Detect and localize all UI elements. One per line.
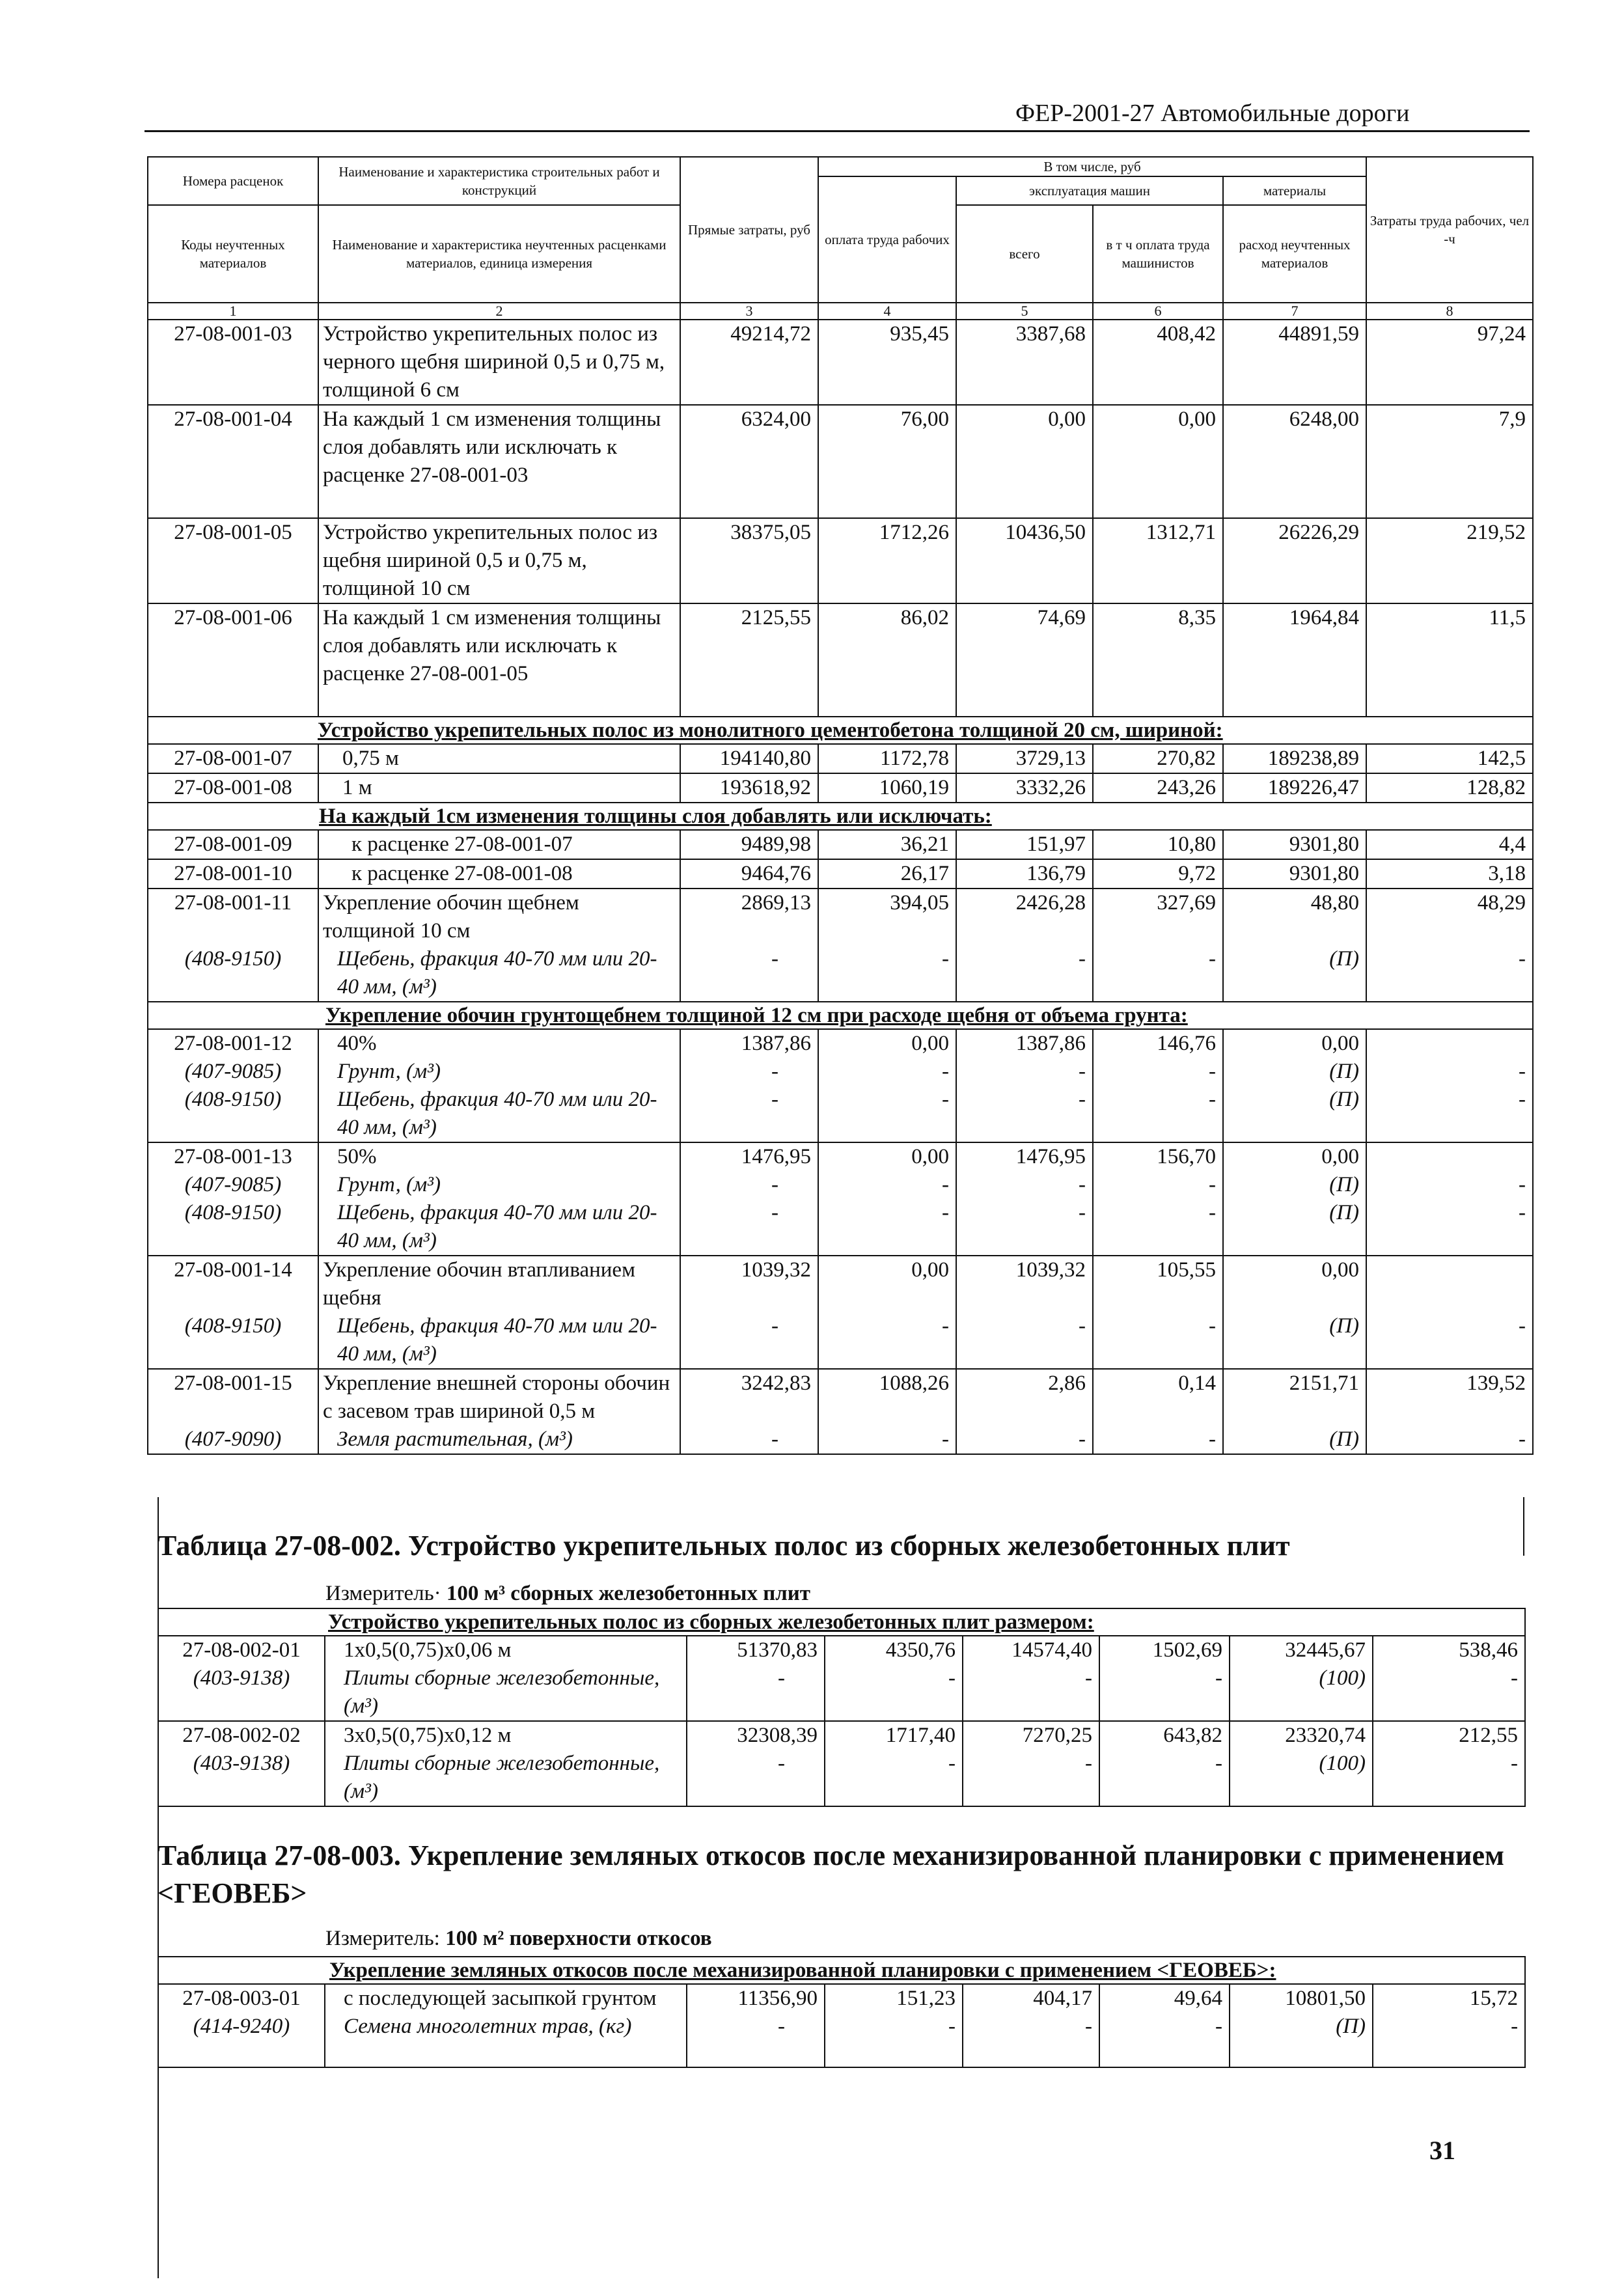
material-code: (408-9150) xyxy=(148,1199,318,1256)
rate-code: 27-08-003-01 xyxy=(158,1984,325,2013)
col-num: 3 xyxy=(680,303,818,320)
labor-hours xyxy=(1366,1029,1533,1058)
machines-total: 14574,40 xyxy=(963,1636,1099,1664)
material-direct: - xyxy=(680,945,818,1002)
material-machines: - xyxy=(956,1199,1093,1256)
machines-total: 10436,50 xyxy=(956,518,1093,603)
material-name: Земля растительная, (м³) xyxy=(318,1426,680,1454)
labor-hours xyxy=(1366,1256,1533,1312)
material-use: (П) xyxy=(1223,1086,1366,1142)
rate-code: 27-08-001-10 xyxy=(148,859,318,889)
material-labor: - xyxy=(818,1171,956,1199)
material-hours: - xyxy=(1366,1086,1533,1142)
machines-total: 1039,32 xyxy=(956,1256,1093,1312)
header-row-1 xyxy=(148,157,1533,176)
direct-cost: 38375,05 xyxy=(680,518,818,603)
rate-code: 27-08-002-02 xyxy=(158,1721,325,1750)
rate-code: 27-08-001-07 xyxy=(148,744,318,773)
machinists-pay: 8,35 xyxy=(1093,603,1223,717)
rate-code: 27-08-002-01 xyxy=(158,1636,325,1664)
col-num: 7 xyxy=(1223,303,1366,320)
frame-right-line xyxy=(1523,1497,1524,1556)
materials-cost: 189238,89 xyxy=(1223,744,1366,773)
meter-label: Измеритель: xyxy=(325,1927,440,1950)
rate-code: 27-08-001-09 xyxy=(148,830,318,859)
labor-pay: 76,00 xyxy=(818,405,956,518)
running-title: ФЕР-2001-27 Автомобильные дороги xyxy=(1015,100,1410,127)
labor-pay: 26,17 xyxy=(818,859,956,889)
col-direct: Прямые затраты, руб xyxy=(680,157,818,303)
rate-name: 40% xyxy=(318,1029,680,1058)
machinists-pay: 105,55 xyxy=(1093,1256,1223,1312)
materials-cost: 32445,67 xyxy=(1230,1636,1373,1664)
materials-cost: 0,00 xyxy=(1223,1029,1366,1058)
material-row xyxy=(148,1086,1533,1142)
materials-cost: 23320,74 xyxy=(1230,1721,1373,1750)
section-heading: Укрепление обочин грунтощебнем толщиной 12 см при расходе щебня от объема грунта: xyxy=(148,1002,1533,1029)
rate-name: Укрепление обочин втапливанием щебня xyxy=(318,1256,680,1312)
material-row xyxy=(148,1199,1533,1256)
header-rule xyxy=(145,130,1530,132)
meter-value: 100 м³ сборных железобетонных плит xyxy=(446,1582,810,1605)
rate-name: с последующей засыпкой грунтом xyxy=(325,1984,687,2013)
material-code: (403-9138) xyxy=(158,1664,325,1721)
table3-caption: Таблица 27-08-003. Укрепление земляных откосов после механизированной планировки с применением <ГЕОВЕБ> xyxy=(158,1840,1504,1909)
material-hours: - xyxy=(1373,1664,1525,1721)
col-num: 2 xyxy=(318,303,680,320)
table-row xyxy=(148,518,1533,603)
material-use: (П) xyxy=(1223,1312,1366,1369)
labor-hours: 3,18 xyxy=(1366,859,1533,889)
labor-hours: 7,9 xyxy=(1366,405,1533,518)
direct-cost: 1039,32 xyxy=(680,1256,818,1312)
material-hours: - xyxy=(1366,1312,1533,1369)
materials-cost: 1964,84 xyxy=(1223,603,1366,717)
rate-name: Устройство укрепительных полос из черного щебня шириной 0,5 и 0,75 м, толщиной 6 см xyxy=(318,320,680,405)
material-direct: - xyxy=(680,1058,818,1086)
material-labor: - xyxy=(818,1086,956,1142)
direct-cost: 11356,90 xyxy=(687,1984,825,2013)
material-machines: - xyxy=(956,1171,1093,1199)
machines-total: 404,17 xyxy=(963,1984,1099,2013)
rate-code: 27-08-001-05 xyxy=(148,518,318,603)
material-use: (П) xyxy=(1230,2013,1373,2067)
material-hours: - xyxy=(1366,1426,1533,1454)
material-machinists: - xyxy=(1093,1199,1223,1256)
machinists-pay: 9,72 xyxy=(1093,859,1223,889)
col-total: всего xyxy=(956,205,1093,303)
material-use: (П) xyxy=(1223,1058,1366,1086)
table-row xyxy=(148,1029,1533,1058)
direct-cost: 6324,00 xyxy=(680,405,818,518)
section-heading: Устройство укрепительных полос из сборных железобетонных плит размером: xyxy=(158,1608,1525,1636)
material-use: (П) xyxy=(1223,1199,1366,1256)
col-num: 8 xyxy=(1366,303,1533,320)
material-labor: - xyxy=(818,1426,956,1454)
material-machinists: - xyxy=(1093,945,1223,1002)
section-row xyxy=(148,1002,1533,1029)
materials-cost: 9301,80 xyxy=(1223,859,1366,889)
machinists-pay: 327,69 xyxy=(1093,889,1223,945)
machinists-pay: 1502,69 xyxy=(1099,1636,1230,1664)
section-row xyxy=(148,803,1533,830)
material-name: Щебень, фракция 40-70 мм или 20-40 мм, (м³) xyxy=(318,1199,680,1256)
machines-total: 2,86 xyxy=(956,1369,1093,1426)
material-machines: - xyxy=(956,1312,1093,1369)
material-direct: - xyxy=(680,1426,818,1454)
section-row xyxy=(148,717,1533,744)
table-row xyxy=(148,744,1533,773)
material-code: (407-9085) xyxy=(148,1058,318,1086)
material-name: Семена многолетних трав, (кг) xyxy=(325,2013,687,2067)
material-row xyxy=(148,1058,1533,1086)
table-row xyxy=(158,1984,1525,2013)
table2-caption: Таблица 27-08-002. Устройство укрепительных полос из сборных железобетонных плит xyxy=(158,1530,1290,1562)
materials-cost: 189226,47 xyxy=(1223,773,1366,803)
material-machines: - xyxy=(963,1750,1099,1806)
labor-pay: 151,23 xyxy=(825,1984,963,2013)
direct-cost: 3242,83 xyxy=(680,1369,818,1426)
table-row xyxy=(148,320,1533,405)
table2-meter xyxy=(325,1582,810,1606)
labor-pay: 0,00 xyxy=(818,1142,956,1171)
material-machinists: - xyxy=(1093,1086,1223,1142)
rate-name: к расценке 27-08-001-07 xyxy=(318,830,680,859)
material-hours: - xyxy=(1366,1171,1533,1199)
section-row xyxy=(158,1608,1525,1636)
materials-cost: 0,00 xyxy=(1223,1256,1366,1312)
material-row xyxy=(148,1426,1533,1454)
machinists-pay: 0,00 xyxy=(1093,405,1223,518)
direct-cost: 2869,13 xyxy=(680,889,818,945)
labor-pay: 0,00 xyxy=(818,1029,956,1058)
labor-hours: 15,72 xyxy=(1373,1984,1525,2013)
rates-table-27-08-001 xyxy=(147,156,1534,1455)
labor-pay: 4350,76 xyxy=(825,1636,963,1664)
rate-code: 27-08-001-03 xyxy=(148,320,318,405)
col-labor-pay: оплата труда рабочих xyxy=(818,176,956,303)
table-row xyxy=(148,1369,1533,1426)
material-direct: - xyxy=(680,1086,818,1142)
table-row xyxy=(148,830,1533,859)
material-name: Щебень, фракция 40-70 мм или 20-40 мм, (м³) xyxy=(318,1086,680,1142)
material-machines: - xyxy=(963,1664,1099,1721)
machines-total: 1476,95 xyxy=(956,1142,1093,1171)
labor-hours: 97,24 xyxy=(1366,320,1533,405)
meter-value: 100 м² поверхности откосов xyxy=(445,1927,712,1950)
material-row xyxy=(148,1312,1533,1369)
rate-name: к расценке 27-08-001-08 xyxy=(318,859,680,889)
table-row xyxy=(148,1256,1533,1312)
labor-hours: 139,52 xyxy=(1366,1369,1533,1426)
material-labor: - xyxy=(818,1058,956,1086)
rate-code: 27-08-001-15 xyxy=(148,1369,318,1426)
material-code: (403-9138) xyxy=(158,1750,325,1806)
material-row xyxy=(158,2013,1525,2067)
material-hours: - xyxy=(1373,2013,1525,2067)
direct-cost: 49214,72 xyxy=(680,320,818,405)
direct-cost: 1387,86 xyxy=(680,1029,818,1058)
material-use: (П) xyxy=(1223,1171,1366,1199)
col-mat-use: расход неучтенных материалов xyxy=(1223,205,1366,303)
material-direct: - xyxy=(687,2013,825,2067)
rate-name: 1x0,5(0,75)x0,06 м xyxy=(325,1636,687,1664)
section-heading: Укрепление земляных откосов после механизированной планировки с применением <ГЕОВЕБ>: xyxy=(158,1957,1525,1984)
col-num: 4 xyxy=(818,303,956,320)
machines-total: 0,00 xyxy=(956,405,1093,518)
direct-cost: 9464,76 xyxy=(680,859,818,889)
material-machines: - xyxy=(956,945,1093,1002)
material-use: (100) xyxy=(1230,1664,1373,1721)
meter-label: Измеритель· xyxy=(325,1582,441,1605)
material-machinists: - xyxy=(1099,1750,1230,1806)
material-name: Грунт, (м³) xyxy=(318,1058,680,1086)
material-row xyxy=(158,1750,1525,1806)
material-direct: - xyxy=(680,1199,818,1256)
col-incl-op: в т ч оплата труда машинистов xyxy=(1093,205,1223,303)
labor-hours: 142,5 xyxy=(1366,744,1533,773)
rate-name: 3x0,5(0,75)x0,12 м xyxy=(325,1721,687,1750)
material-labor: - xyxy=(818,1312,956,1369)
labor-hours: 538,46 xyxy=(1373,1636,1525,1664)
materials-cost: 10801,50 xyxy=(1230,1984,1373,2013)
rate-code: 27-08-001-14 xyxy=(148,1256,318,1312)
rate-name: Укрепление внешней стороны обочин с засевом трав шириной 0,5 м xyxy=(318,1369,680,1426)
labor-pay: 36,21 xyxy=(818,830,956,859)
labor-pay: 0,00 xyxy=(818,1256,956,1312)
col-num: 6 xyxy=(1093,303,1223,320)
labor-pay: 1712,26 xyxy=(818,518,956,603)
col-num: 1 xyxy=(148,303,318,320)
rate-name: 1 м xyxy=(318,773,680,803)
material-name: Щебень, фракция 40-70 мм или 20-40 мм, (м³) xyxy=(318,945,680,1002)
materials-cost: 26226,29 xyxy=(1223,518,1366,603)
machinists-pay: 156,70 xyxy=(1093,1142,1223,1171)
material-code: (414-9240) xyxy=(158,2013,325,2067)
material-machinists: - xyxy=(1093,1171,1223,1199)
machinists-pay: 0,14 xyxy=(1093,1369,1223,1426)
direct-cost: 9489,98 xyxy=(680,830,818,859)
machines-total: 151,97 xyxy=(956,830,1093,859)
material-use: (П) xyxy=(1223,945,1366,1002)
material-labor: - xyxy=(818,945,956,1002)
materials-cost: 44891,59 xyxy=(1223,320,1366,405)
machines-total: 7270,25 xyxy=(963,1721,1099,1750)
material-machines: - xyxy=(956,1426,1093,1454)
machines-total: 136,79 xyxy=(956,859,1093,889)
material-labor: - xyxy=(825,2013,963,2067)
table3-meter xyxy=(325,1927,712,1951)
table-row xyxy=(148,603,1533,717)
materials-cost: 0,00 xyxy=(1223,1142,1366,1171)
direct-cost: 32308,39 xyxy=(687,1721,825,1750)
frame-left-line xyxy=(158,2109,159,2278)
material-machines: - xyxy=(956,1086,1093,1142)
labor-pay: 86,02 xyxy=(818,603,956,717)
material-hours: - xyxy=(1366,1058,1533,1086)
table-row xyxy=(148,405,1533,518)
labor-hours: 128,82 xyxy=(1366,773,1533,803)
materials-cost: 6248,00 xyxy=(1223,405,1366,518)
material-name: Плиты сборные железобетонные, (м³) xyxy=(325,1750,687,1806)
direct-cost: 1476,95 xyxy=(680,1142,818,1171)
machinists-pay: 1312,71 xyxy=(1093,518,1223,603)
material-labor: - xyxy=(825,1664,963,1721)
rate-code: 27-08-001-12 xyxy=(148,1029,318,1058)
section-heading: Устройство укрепительных полос из монолитного цементобетона толщиной 20 см, шириной: xyxy=(148,717,1533,744)
material-code: (407-9085) xyxy=(148,1171,318,1199)
column-numbers-row xyxy=(148,303,1533,320)
direct-cost: 2125,55 xyxy=(680,603,818,717)
material-machines: - xyxy=(963,2013,1099,2067)
material-row xyxy=(148,945,1533,1002)
rate-code: 27-08-001-04 xyxy=(148,405,318,518)
material-row xyxy=(148,1171,1533,1199)
material-hours: - xyxy=(1373,1750,1525,1806)
labor-pay: 394,05 xyxy=(818,889,956,945)
labor-pay: 935,45 xyxy=(818,320,956,405)
machinists-pay: 270,82 xyxy=(1093,744,1223,773)
materials-cost: 2151,71 xyxy=(1223,1369,1366,1426)
material-machines: - xyxy=(956,1058,1093,1086)
material-machinists: - xyxy=(1093,1058,1223,1086)
machinists-pay: 146,76 xyxy=(1093,1029,1223,1058)
labor-pay: 1088,26 xyxy=(818,1369,956,1426)
material-row xyxy=(158,1664,1525,1721)
table-row xyxy=(148,889,1533,945)
machinists-pay: 49,64 xyxy=(1099,1984,1230,2013)
material-name: Плиты сборные железобетонные, (м³) xyxy=(325,1664,687,1721)
table-row xyxy=(148,1142,1533,1171)
direct-cost: 194140,80 xyxy=(680,744,818,773)
rates-table-27-08-003 xyxy=(158,1956,1526,2068)
col-codes-top: Номера расценок xyxy=(148,157,318,205)
material-name: Щебень, фракция 40-70 мм или 20-40 мм, (м³) xyxy=(318,1312,680,1369)
material-machinists: - xyxy=(1093,1312,1223,1369)
machines-total: 3332,26 xyxy=(956,773,1093,803)
material-code: (408-9150) xyxy=(148,1312,318,1369)
table-row xyxy=(148,859,1533,889)
direct-cost: 193618,92 xyxy=(680,773,818,803)
material-code: (407-9090) xyxy=(148,1426,318,1454)
col-incl: В том числе, руб xyxy=(818,157,1366,176)
materials-cost: 9301,80 xyxy=(1223,830,1366,859)
machinists-pay: 10,80 xyxy=(1093,830,1223,859)
material-direct: - xyxy=(680,1312,818,1369)
material-machinists: - xyxy=(1099,1664,1230,1721)
rate-name: Укрепление обочин щебнем толщиной 10 см xyxy=(318,889,680,945)
rate-code: 27-08-001-08 xyxy=(148,773,318,803)
material-code: (408-9150) xyxy=(148,945,318,1002)
machines-total: 1387,86 xyxy=(956,1029,1093,1058)
rate-name: На каждый 1 см изменения толщины слоя добавлять или исключать к расценке 27-08-001-03 xyxy=(318,405,680,518)
rate-name: 0,75 м xyxy=(318,744,680,773)
rate-name: Устройство укрепительных полос из щебня шириной 0,5 и 0,75 м, толщиной 10 см xyxy=(318,518,680,603)
material-use: (П) xyxy=(1223,1426,1366,1454)
col-codes-bottom: Коды неучтенных материалов xyxy=(148,205,318,303)
labor-pay: 1060,19 xyxy=(818,773,956,803)
labor-hours xyxy=(1366,1142,1533,1171)
rate-name: На каждый 1 см изменения толщины слоя добавлять или исключать к расценке 27-08-001-05 xyxy=(318,603,680,717)
labor-hours: 212,55 xyxy=(1373,1721,1525,1750)
labor-hours: 48,29 xyxy=(1366,889,1533,945)
material-direct: - xyxy=(687,1664,825,1721)
rate-code: 27-08-001-11 xyxy=(148,889,318,945)
labor-hours: 11,5 xyxy=(1366,603,1533,717)
table-row xyxy=(158,1636,1525,1664)
machines-total: 2426,28 xyxy=(956,889,1093,945)
col-name-bottom: Наименование и характеристика неучтенных расценками материалов, единица измерения xyxy=(318,205,680,303)
col-labor: Затраты труда рабочих, чел -ч xyxy=(1366,157,1533,303)
material-hours: - xyxy=(1366,945,1533,1002)
rate-code: 27-08-001-13 xyxy=(148,1142,318,1171)
machinists-pay: 643,82 xyxy=(1099,1721,1230,1750)
material-labor: - xyxy=(825,1750,963,1806)
labor-hours: 219,52 xyxy=(1366,518,1533,603)
materials-cost: 48,80 xyxy=(1223,889,1366,945)
machines-total: 3387,68 xyxy=(956,320,1093,405)
col-materials: материалы xyxy=(1223,176,1366,205)
material-name: Грунт, (м³) xyxy=(318,1171,680,1199)
material-machinists: - xyxy=(1093,1426,1223,1454)
direct-cost: 51370,83 xyxy=(687,1636,825,1664)
machinists-pay: 243,26 xyxy=(1093,773,1223,803)
material-labor: - xyxy=(818,1199,956,1256)
material-use: (100) xyxy=(1230,1750,1373,1806)
material-direct: - xyxy=(680,1171,818,1199)
rate-name: 50% xyxy=(318,1142,680,1171)
table-row xyxy=(158,1721,1525,1750)
col-num: 5 xyxy=(956,303,1093,320)
col-name-top: Наименование и характеристика строительных работ и конструкций xyxy=(318,157,680,205)
material-hours: - xyxy=(1366,1199,1533,1256)
section-row xyxy=(158,1957,1525,1984)
col-machines: эксплуатация машин xyxy=(956,176,1223,205)
page-number: 31 xyxy=(1429,2136,1455,2165)
rates-table-27-08-002 xyxy=(158,1608,1526,1807)
rate-code: 27-08-001-06 xyxy=(148,603,318,717)
machines-total: 74,69 xyxy=(956,603,1093,717)
material-code: (408-9150) xyxy=(148,1086,318,1142)
machines-total: 3729,13 xyxy=(956,744,1093,773)
material-direct: - xyxy=(687,1750,825,1806)
material-machinists: - xyxy=(1099,2013,1230,2067)
labor-pay: 1717,40 xyxy=(825,1721,963,1750)
table-row xyxy=(148,773,1533,803)
machinists-pay: 408,42 xyxy=(1093,320,1223,405)
section-heading: На каждый 1см изменения толщины слоя добавлять или исключать: xyxy=(148,803,1533,830)
labor-pay: 1172,78 xyxy=(818,744,956,773)
labor-hours: 4,4 xyxy=(1366,830,1533,859)
